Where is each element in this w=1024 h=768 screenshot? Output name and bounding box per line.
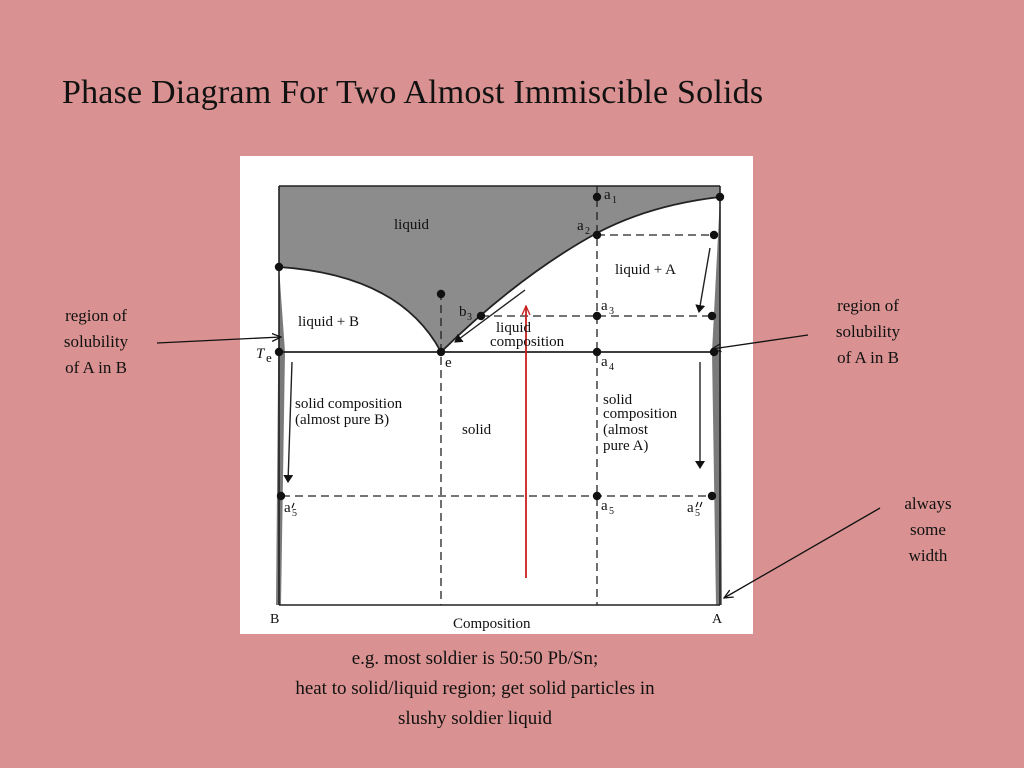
solid-b-label-2: (almost pure B) [295, 412, 390, 428]
note-line: some [910, 520, 946, 539]
b3-label-sub: 3 [467, 312, 472, 323]
a5-label-main: a [601, 498, 608, 514]
note-line: region of [837, 296, 899, 315]
note-line: always [904, 494, 952, 513]
b3-label-main: b [459, 304, 467, 320]
point-a4 [593, 348, 601, 356]
point-a2-right [710, 231, 718, 239]
a5-label-sub: 5 [609, 506, 614, 517]
note-line: solubility [63, 332, 129, 351]
solid-b-label-1: solid composition [295, 396, 403, 412]
caption-line: e.g. most soldier is 50:50 Pb/Sn; [351, 648, 599, 669]
slide-title: Phase Diagram For Two Almost Immiscible Solids [62, 74, 764, 111]
point-b3 [477, 312, 485, 320]
caption-line: heat to solid/liquid region; get solid particles in [295, 678, 655, 699]
point-a5-double-prime [708, 492, 716, 500]
a4-label-sub: 4 [609, 362, 614, 373]
e-label: e [445, 355, 452, 371]
a-axis-label: A [712, 612, 723, 627]
point-a3 [593, 312, 601, 320]
a5-prime-main: a [284, 500, 291, 516]
point-a5 [593, 492, 601, 500]
solid-a-label-3: (almost [603, 422, 648, 438]
a1-label-sub: 1 [612, 195, 617, 206]
note-line: width [908, 546, 948, 565]
point-a3-right [708, 312, 716, 320]
note-line: region of [65, 306, 127, 325]
solid-a-label-4: pure A) [603, 438, 649, 454]
a3-label-main: a [601, 298, 608, 314]
a1-label-main: a [604, 187, 611, 203]
point-a2 [593, 231, 601, 239]
composition-label: Composition [453, 616, 531, 632]
a2-label-sub: 2 [585, 226, 590, 237]
solid-a-label-1: solid [603, 392, 633, 408]
point-te-left [275, 348, 283, 356]
caption-line: slushy soldier liquid [397, 708, 553, 729]
point-a1 [593, 193, 601, 201]
liquid-label: liquid [394, 217, 430, 233]
liquid-a-label: liquid + A [615, 262, 676, 278]
te-label-sub: e [266, 350, 272, 365]
te-label-main: T [256, 346, 265, 362]
a5-double-prime-main: a [687, 500, 694, 516]
liquid-b-label: liquid + B [298, 314, 359, 330]
point-a-melting [716, 193, 724, 201]
liquid-composition-label-1: liquid [496, 320, 532, 336]
note-line: of A in B [837, 348, 899, 367]
a5-prime-sub: 5 [292, 508, 297, 519]
note-line: solubility [835, 322, 901, 341]
point-e [437, 348, 445, 356]
point-above-e [437, 290, 445, 298]
liquid-composition-label-2: composition [490, 334, 565, 350]
solid-a-label-2: composition [603, 406, 678, 422]
a3-label-sub: 3 [609, 306, 614, 317]
solid-label: solid [462, 422, 492, 438]
point-b-melting [275, 263, 283, 271]
point-a5-prime [277, 492, 285, 500]
a5-double-prime-sub: 5 [695, 508, 700, 519]
note-line: of A in B [65, 358, 127, 377]
b-axis-label: B [270, 612, 280, 627]
a4-label-main: a [601, 354, 608, 370]
a2-label-main: a [577, 218, 584, 234]
